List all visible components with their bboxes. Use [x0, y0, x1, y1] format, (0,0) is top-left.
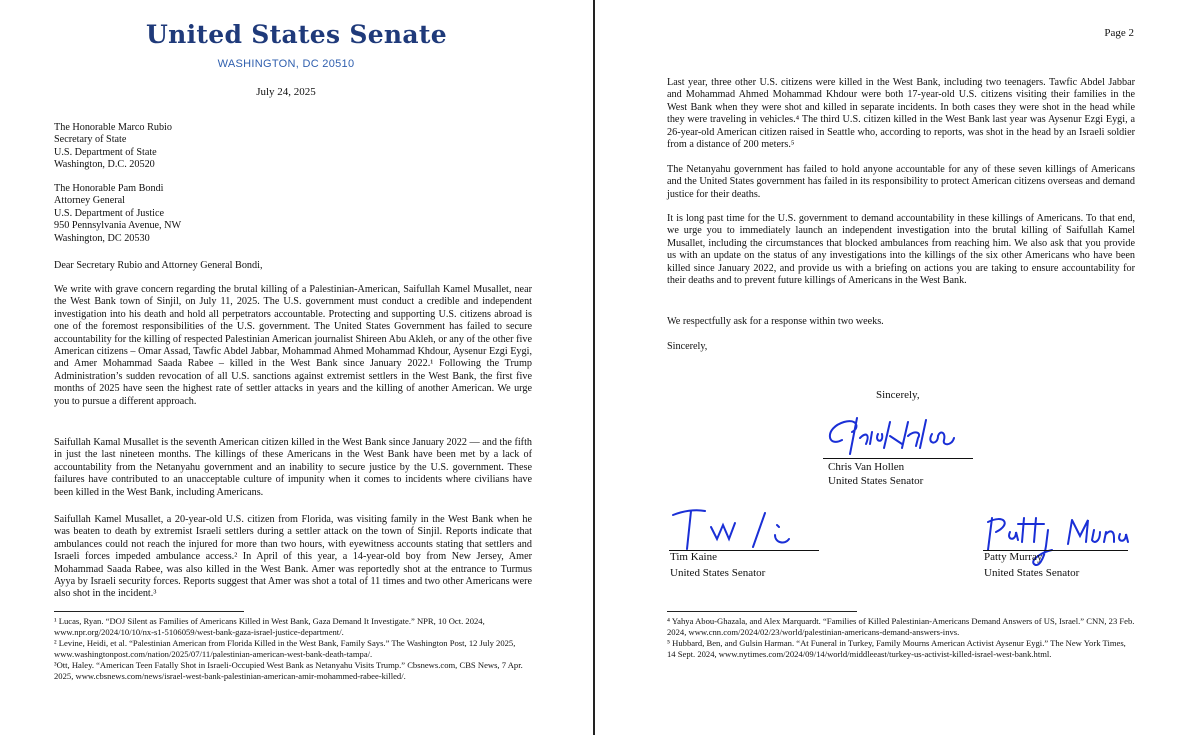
footnote-5: ⁵ Hubbard, Ben, and Gulsin Harman. “At Funeral in Turkey, Family Mourns American Activist Aysenur Eygi.” The New York Times, 14 Sept. 2024, www.nytimes.com/2024/09/14/world/middleeast/turkey-us-activist-killed-israel-west-bank.html.: [667, 638, 1126, 659]
signature-kaine: [669, 505, 819, 553]
address-line: Attorney General: [54, 195, 125, 207]
signature-van-hollen: [822, 410, 982, 460]
signer-title: United States Senator: [670, 567, 766, 579]
letter-date: July 24, 2025: [256, 86, 316, 98]
signer-name: Patty Murray: [984, 551, 1043, 563]
footnote-rule: [667, 611, 857, 612]
address-line: The Honorable Marco Rubio: [54, 122, 172, 133]
recipient-block-bondi: [54, 183, 554, 245]
body-paragraph-2: Saifullah Kamal Musallet is the seventh American citizen killed in the West Bank since January 2022 — and the fifth in just the last nineteen months. The killings of these Americans in the West Bank have been met by a lack of accountability from the Netanyahu government and an inability to secure justice by the U.S. government. These failures have contributed to an unacceptable culture of impunity when it comes to incidents where civilians have been killed in the West Bank, including Americans.: [54, 437, 532, 498]
footnote-rule: [54, 611, 244, 612]
footnote-3: ³Ott, Haley. “American Teen Fatally Shot in Israeli-Occupied West Bank as Netanyahu Visits Trump.” Cbsnews.com, CBS News, 7 Apr. 2025, www.cbsnews.com/news/israel-west-bank-palestinian-american-amir-mohammed-rabee-killed/.: [54, 660, 523, 681]
address-line: Washington, DC 20530: [54, 232, 150, 244]
signer-name: Tim Kaine: [670, 551, 717, 563]
letterhead-location: WASHINGTON, DC 20510: [217, 58, 355, 70]
page-divider: [593, 0, 595, 735]
address-line: Secretary of State: [54, 134, 127, 146]
signer-name: Chris Van Hollen: [828, 461, 905, 473]
footnote-2: ² Levine, Heidi, et al. “Palestinian American from Florida Killed in the West Bank, Family Says.” The Washington Post, 12 July 2025, www.washingtonpost.com/nation/2025/07/11/palestinian-american-west-bank-death-tampa/.: [54, 638, 516, 659]
signer-title: United States Senator: [984, 567, 1080, 579]
page2-paragraph-1: Last year, three other U.S. citizens were killed in the West Bank, including two teenagers. Tawfic Abdel Jabbar and Mohammad Ahmed Mohammad Khdour were both 17-year-old U.S. citizens visiting their families in the West Bank when they were shot and killed in separate incidents. In both cases they were shot in the head while they were traveling in vehicles.⁴ The third U.S. citizen killed in the West Bank last year was Aysenur Ezgi Eygi, a 26-year-old American citizen raised in Seattle who, according to reports, was shot in the head by an Israeli soldier from a distance of 200 meters.⁵: [667, 77, 1135, 151]
closing-text: Sincerely,: [667, 341, 708, 352]
page-number: Page 2: [1104, 27, 1134, 39]
signature-closing: Sincerely,: [876, 389, 920, 401]
recipient-block-rubio: [54, 122, 554, 172]
footnote-4: ⁴ Yahya Abou-Ghazala, and Alex Marquardt. “Families of Killed Palestinian-Americans Demand Answers of US, Israel.” CNN, 23 Feb. 2024, www.cnn.com/2024/02/23/world/palestinian-americans-demand-answers-invs.: [667, 616, 1135, 637]
address-line: 950 Pennsylvania Avenue, NW: [54, 220, 182, 232]
letter-page-1: [0, 0, 593, 735]
letter-page-2: [597, 0, 1188, 735]
address-line: Washington, D.C. 20520: [54, 159, 155, 171]
address-line: The Honorable Pam Bondi: [54, 183, 164, 194]
body-paragraph-1: We write with grave concern regarding the brutal killing of a Palestinian-American, Saifullah Kamel Musallet, near the West Bank town of Sinjil, on July 11, 2025. The U.S. government must conduct a credible and independent investigation into his death and hold all perpetrators accountable. Protecting and supporting U.S. citizens abroad is one of the foremost responsibilities of the U.S. government. The United States Government has failed to secure accountability for the killing of respected Palestinian American journalist Shireen Abu Akleh, or any of the other five American citizens – Omar Assad, Tawfic Abdel Jabbar, Mohammad Ahmed Mohammad Khdour, Aysenur Ezgi Eygi, and Amer Mohammad Saada Rabee – killed in the West Bank since January 2022.¹ Following the Trump Administration’s sudden revocation of all U.S. sanctions against extremist settlers in the West Bank, the first five months of 2025 have seen the highest rate of settler attacks in years and the killing of another American. We urge you to pursue a different approach.: [54, 284, 532, 407]
footnote-1: ¹ Lucas, Ryan. “DOJ Silent as Families of Americans Killed in West Bank, Gaza Demand It Investigate.” NPR, 10 Oct. 2024, www.npr.org/2024/10/10/nx-s1-5106059/west-bank-gaza-israel-justice-department/.: [54, 616, 485, 637]
body-paragraph-3: Saifullah Kamel Musallet, a 20-year-old U.S. citizen from Florida, was visiting family in the West Bank when he was beaten to death by extremist Israeli settlers during a settler attack on the town of Sinjil. Reports indicate that ambulances could not reach the injured for more than two hours, with eyewitness accounts stating that settlers and Israeli forces impeded ambulance access.² In April of this year, a 14-year-old boy from New Jersey, Amer Mohammad Saada Rabee, was also killed in the West Bank. Amer was reportedly shot at the entrance to Turmus Ayya by Israeli security forces. Reports suggest that Amer was shot a total of 11 times and two other Americans were also shot in the incident.³: [54, 514, 532, 600]
signer-title: United States Senator: [828, 475, 924, 487]
address-line: U.S. Department of State: [54, 146, 157, 158]
page2-paragraph-3: It is long past time for the U.S. government to demand accountability in these killings of Americans. To that end, we urge you to immediately launch an independent investigation into the brutal killing of Saifullah Kamel Musallet, including the circumstances that blocked ambulances from reaching him. We also ask that you provide us with an update on the status of any investigations into the killings of the six other Americans who have been killed since January 2022, and provide us with a briefing on actions you are taking to ensure accountability for their deaths and to prevent future killings of Americans in the West Bank.: [667, 213, 1135, 287]
address-line: U.S. Department of Justice: [54, 207, 165, 219]
letterhead-title: United States Senate: [146, 20, 447, 49]
page2-paragraph-2: The Netanyahu government has failed to hold anyone accountable for any of these seven killings of Americans and the United States government has failed in its responsibility to protect American citizens overseas and demand justice for their deaths.: [667, 164, 1135, 200]
salutation: Dear Secretary Rubio and Attorney General Bondi,: [54, 260, 263, 271]
page2-paragraph-4: We respectfully ask for a response within two weeks.: [667, 316, 884, 327]
